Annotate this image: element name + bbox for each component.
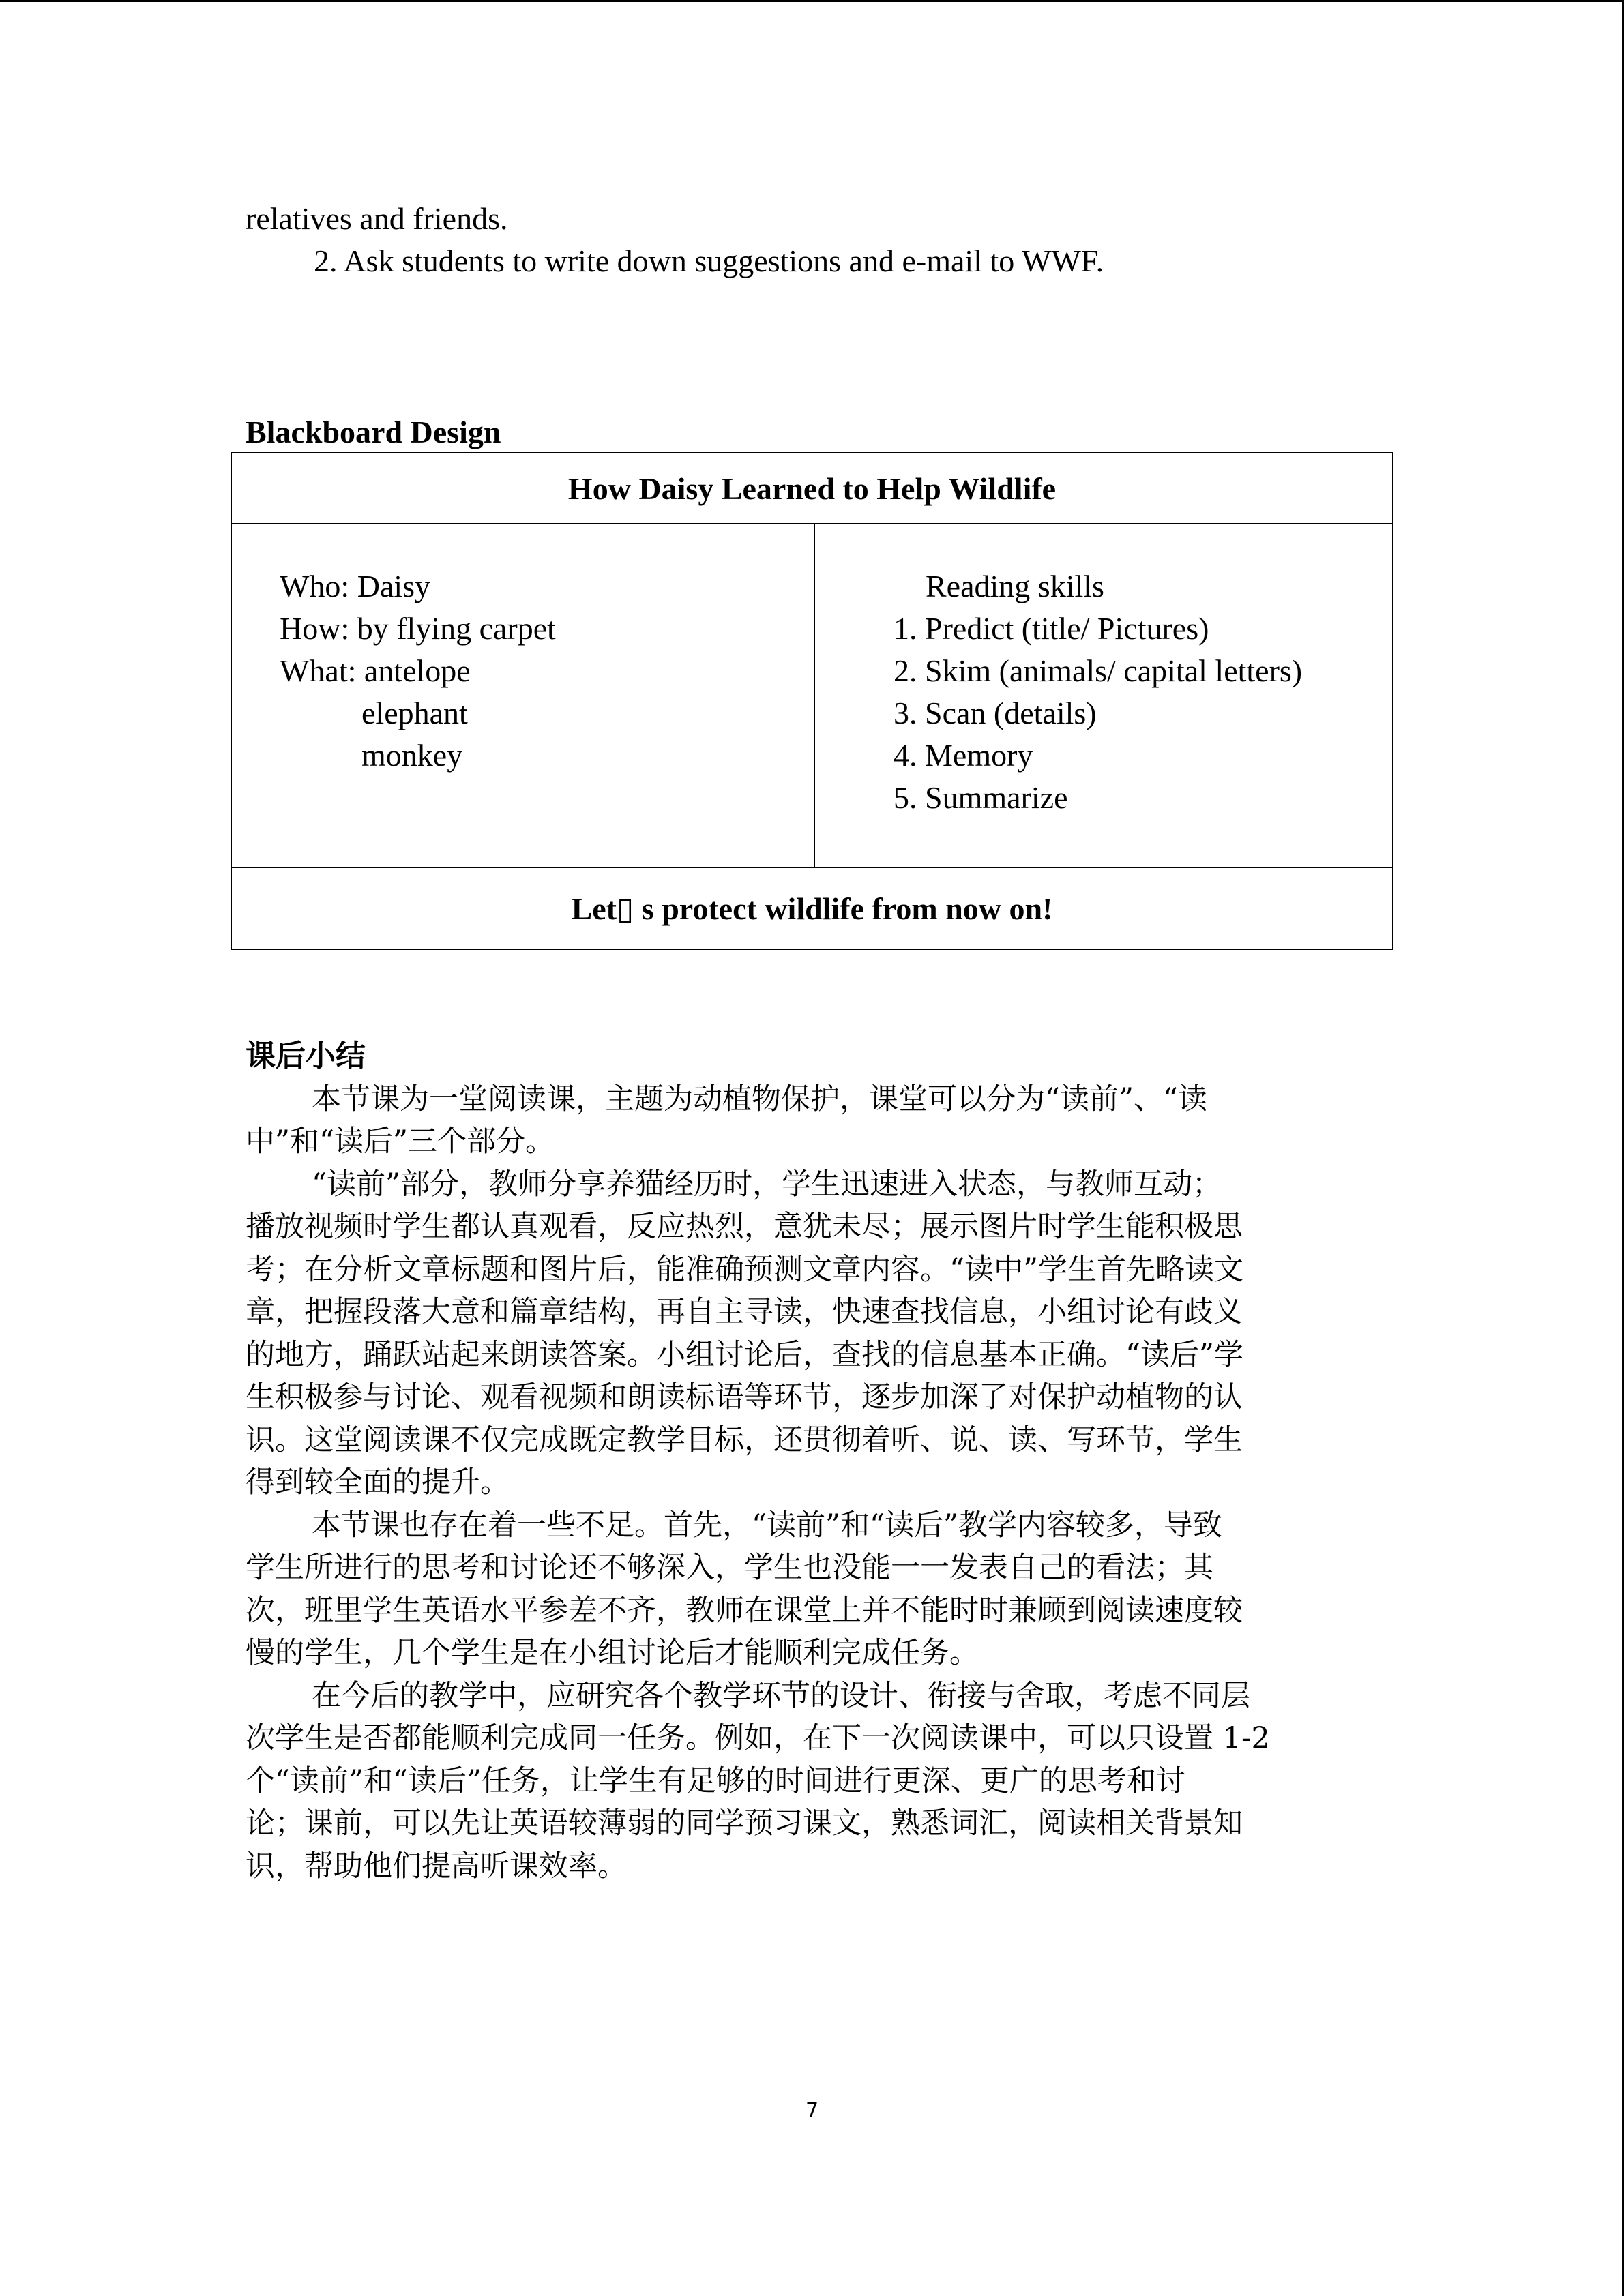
summary-line: 章，把握段落大意和篇章结构，再自主寻读，快速查找信息，小组讨论有歧义 [246,1295,1243,1329]
left-cell-line: Who: Daisy [280,569,431,603]
summary-line: 学生所进行的思考和讨论还不够深入，学生也没能一一发表自己的看法；其 [246,1551,1213,1585]
summary-line: 本节课为一堂阅读课，主题为动植物保护，课堂可以分为“读前”、“读 [312,1082,1207,1116]
intro-line-2: 2. Ask students to write down suggestions and e-mail to WWF. [314,243,1104,278]
blackboard-footer: Let▯ s protect wildlife from now on! [571,891,1053,926]
left-cell-line: How: by flying carpet [280,611,556,646]
summary-line: 考；在分析文章标题和图片后，能准确预测文章内容。“读中”学生首先略读文 [246,1253,1243,1287]
right-cell-heading: Reading skills [926,569,1104,603]
summary-line: 生积极参与讨论、观看视频和朗读标语等环节，逐步加深了对保护动植物的认 [246,1380,1243,1414]
summary-line: 识，帮助他们提高听课效率。 [246,1849,627,1883]
reading-skill-item: 5. Summarize [894,780,1068,815]
page-number: 7 [805,2099,819,2123]
blackboard-table [231,452,1393,950]
summary-line: 播放视频时学生都认真观看，反应热烈，意犹未尽；展示图片时学生能积极思 [246,1210,1243,1244]
summary-line: 在今后的教学中，应研究各个教学环节的设计、衔接与舍取，考虑不同层 [312,1679,1250,1713]
summary-line: 的地方，踊跃站起来朗读答案。小组讨论后，查找的信息基本正确。“读后”学 [246,1338,1243,1372]
blackboard-title: How Daisy Learned to Help Wildlife [232,453,1392,524]
reading-skill-item: 2. Skim (animals/ capital letters) [894,653,1303,688]
summary-line: 次，班里学生英语水平参差不齐，教师在课堂上并不能时时兼顾到阅读速度较 [246,1594,1243,1628]
left-cell-line: elephant [361,696,468,730]
summary-line: 本节课也存在着一些不足。首先，“读前”和“读后”教学内容较多，导致 [312,1508,1222,1542]
summary-line: 得到较全面的提升。 [246,1465,510,1500]
top-border-line [0,0,1624,2]
summary-line: 次学生是否都能顺利完成同一任务。例如，在下一次阅读课中，可以只设置 1-2 [246,1721,1270,1755]
summary-line: 个“读前”和“读后”任务，让学生有足够的时间进行更深、更广的思考和讨 [246,1764,1185,1798]
summary-line: 识。这堂阅读课不仅完成既定教学目标，还贯彻着听、说、读、写环节，学生 [246,1423,1243,1457]
summary-line: 慢的学生，几个学生是在小组讨论后才能顺利完成任务。 [246,1636,979,1670]
intro-line-1: relatives and friends. [246,201,508,236]
summary-line: 论；课前，可以先让英语较薄弱的同学预习课文，熟悉词汇，阅读相关背景知 [246,1806,1243,1840]
left-cell-line: monkey [361,738,463,773]
summary-title: 课后小结 [246,1039,366,1073]
summary-line: “读前”部分，教师分享养猫经历时，学生迅速进入状态，与教师互动； [312,1167,1222,1202]
summary-line: 中”和“读后”三个部分。 [246,1124,555,1159]
blackboard-column-divider [814,524,815,867]
blackboard-middle-row [232,524,1392,868]
reading-skill-item: 3. Scan (details) [894,696,1097,730]
left-cell-line: What: antelope [280,653,471,688]
blackboard-heading: Blackboard Design [246,415,501,449]
reading-skill-item: 1. Predict (title/ Pictures) [894,611,1209,646]
reading-skill-item: 4. Memory [894,738,1033,773]
